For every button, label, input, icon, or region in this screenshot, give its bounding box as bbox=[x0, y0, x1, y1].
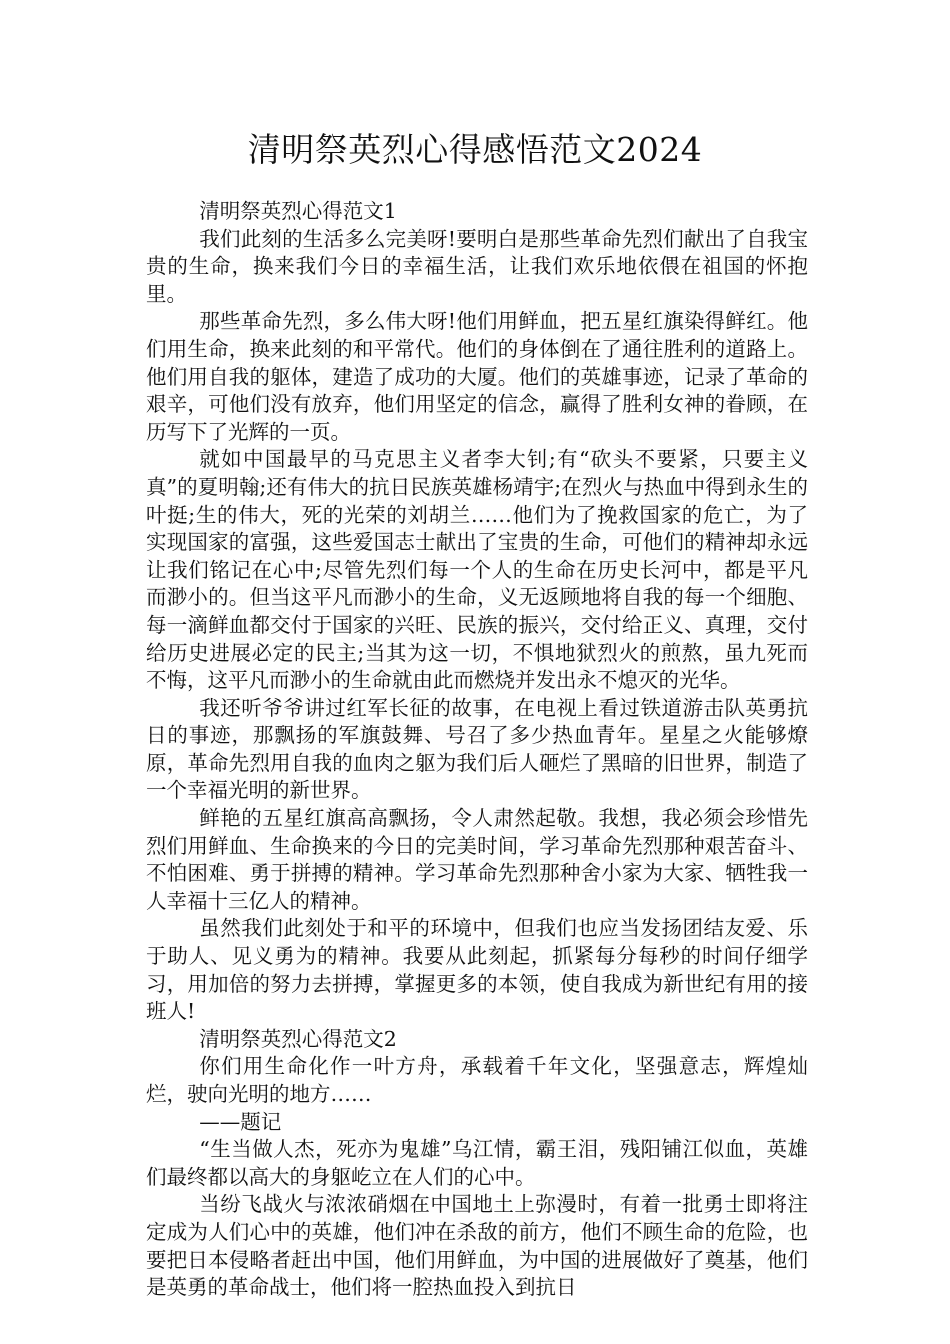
section-heading-2: 清明祭英烈心得范文2 bbox=[199, 1026, 397, 1051]
document-body bbox=[146, 198, 808, 1302]
paragraph: “生当做人杰，死亦为鬼雄”乌江情，霸王泪，残阳铺江似血，英雄们最终都以高大的身躯屹立在人们的心中。 bbox=[146, 1137, 808, 1189]
paragraph: 虽然我们此刻处于和平的环境中，但我们也应当发扬团结友爱、乐于助人、见义勇为的精神。我要从此刻起，抓紧每分每秒的时间仔细学习，用加倍的努力去拼搏，掌握更多的本领，使自我成为新世纪有用的接班人! bbox=[146, 916, 808, 1024]
paragraph: 就如中国最早的马克思主义者李大钊;有“砍头不要紧，只要主义真”的夏明翰;还有伟大的抗日民族英雄杨靖宇;在烈火与热血中得到永生的叶挺;生的伟大，死的光荣的刘胡兰……他们为了挽救国家的危亡，为了实现国家的富强，这些爱国志士献出了宝贵的生命，可他们的精神却永远让我们铭记在心中;尽管先烈们每一个人的生命在历史长河中，都是平凡而渺小的。但当这平凡而渺小的生命，义无返顾地将自我的每一个细胞、每一滴鲜血都交付于国家的兴旺、民族的振兴，交付给正义、真理，交付给历史进展必定的民主;当其为这一切，不惧地狱烈火的煎熬，虽九死而不悔，这平凡而渺小的生命就由此而燃烧并发出永不熄灭的光华。 bbox=[146, 447, 808, 693]
section-heading-1: 清明祭英烈心得范文1 bbox=[199, 199, 397, 223]
document-title: 清明祭英烈心得感悟范文2024 bbox=[247, 130, 703, 169]
paragraph: 当纷飞战火与浓浓硝烟在中国地土上弥漫时，有着一批勇士即将注定成为人们心中的英雄，他们冲在杀敌的前方，他们不顾生命的危险，也要把日本侵略者赶出中国，他们用鲜血，为中国的进展做好了奠基，他们是英勇的革命战士，他们将一腔热血投入到抗日 bbox=[146, 1192, 808, 1300]
paragraph: 我还听爷爷讲过红军长征的故事，在电视上看过铁道游击队英勇抗日的事迹，那飘扬的军旗鼓舞、号召了多少热血青年。星星之火能够燎原，革命先烈用自我的血肉之躯为我们后人砸烂了黑暗的旧世界，制造了一个幸福光明的新世界。 bbox=[146, 695, 808, 803]
epigraph-attribution: ——题记 bbox=[199, 1109, 282, 1134]
paragraph: 鲜艳的五星红旗高高飘扬，令人肃然起敬。我想，我必须会珍惜先烈们用鲜血、生命换来的今日的完美时间，学习革命先烈那种艰苦奋斗、不怕困难、勇于拼搏的精神。学习革命先烈那种舍小家为大家、牺牲我一人幸福十三亿人的精神。 bbox=[146, 806, 808, 913]
paragraph: 那些革命先烈，多么伟大呀!他们用鲜血，把五星红旗染得鲜红。他们用生命，换来此刻的和平常代。他们的身体倒在了通往胜利的道路上。他们用自我的躯体，建造了成功的大厦。他们的英雄事迹，记录了革命的艰辛，可他们没有放弃，他们用坚定的信念，赢得了胜利女神的眷顾，在历写下了光辉的一页。 bbox=[146, 309, 808, 444]
paragraph: 你们用生命化作一叶方舟，承载着千年文化，坚强意志，辉煌灿烂，驶向光明的地方…… bbox=[146, 1054, 808, 1106]
paragraph: 我们此刻的生活多么完美呀!要明白是那些革命先烈们献出了自我宝贵的生命，换来我们今日的幸福生活，让我们欢乐地依偎在祖国的怀抱里。 bbox=[146, 226, 808, 306]
